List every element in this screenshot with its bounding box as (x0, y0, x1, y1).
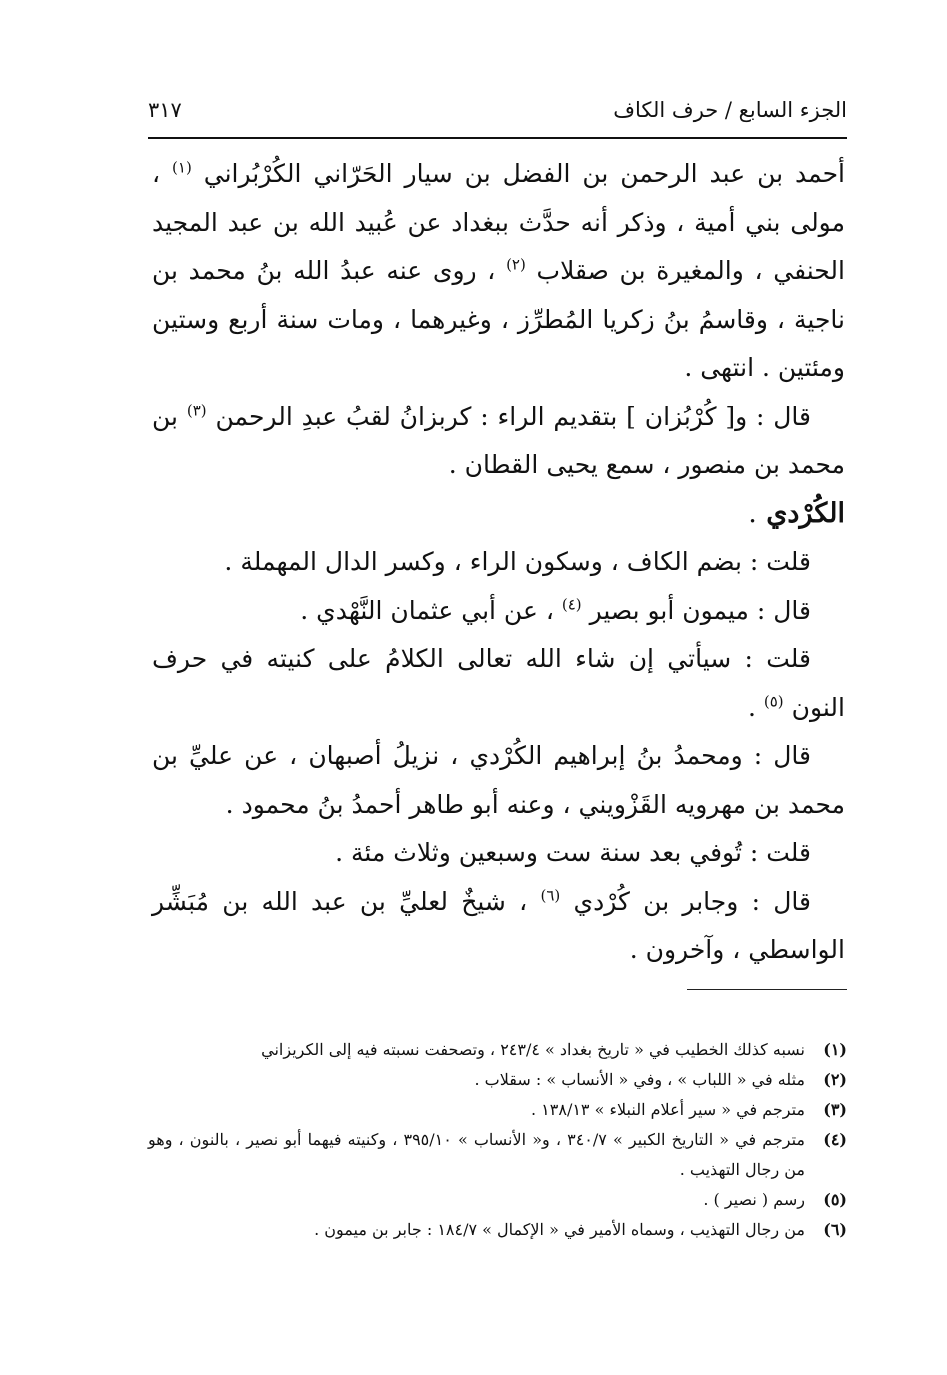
footnote-number: (٣) (823, 1100, 847, 1119)
footnote-text: مترجم في « سير أعلام النبلاء » ١٣٨/١٣ . (530, 1100, 805, 1119)
running-head (148, 92, 847, 122)
footnote-item (148, 1125, 847, 1185)
footnote-ref-2: (٢) (506, 255, 526, 274)
footnote-item (148, 1095, 847, 1125)
footnote-text: مترجم في « التاريخ الكبير » ٣٤٠/٧ ، و« الأنساب » ٣٩٥/١٠ ، وكنيته فيهما أبو نصير ، بالنون ، وهو من رجال التهذيب . (148, 1130, 806, 1179)
footnote-number: (٥) (823, 1190, 847, 1209)
footnote-ref-3: (٣) (186, 401, 207, 420)
paragraph-8: قال : وجابر بن كُرْدي $^{(٦)}$ ، شيخٌ لعليِّ بن عبد الله بن مُبَشِّر الواسطي ، وآخرون . (152, 886, 845, 964)
footnote-number: (٢) (823, 1070, 847, 1089)
footnote-ref-4: (٤) (561, 595, 582, 614)
running-title: الجزء السابع / حرف الكاف (613, 98, 847, 122)
footnote-ref-6: (٦) (540, 886, 561, 905)
footnote-item (148, 1185, 847, 1215)
paragraph-5: قلت : سيأتي إن شاء الله تعالى الكلامُ على كنيته في حرف النون $^{(٥)}$ . (152, 644, 845, 722)
paragraph-2: قال : و[ كُرْبُزان ] بتقديم الراء : كربزانُ لقبُ عبدِ الرحمن $^{(٣)}$ بن محمد بن منصور ، سمع يحيى القطان . (152, 401, 845, 479)
footnote-number: (٦) (823, 1220, 847, 1239)
footnote-text: من رجال التهذيب ، وسماه الأمير في « الإكمال » ١٨٤/٧ : جابر بن ميمون . (314, 1220, 805, 1239)
footnote-text: نسبه كذلك الخطيب في « تاريخ بغداد » ٢٤٣/٤ ، وتصحفت نسبته فيه إلى الكريزاني (261, 1040, 805, 1059)
entry-heading: الكُرْدي . (748, 497, 845, 529)
footnote-ref-1: (١) (172, 158, 192, 177)
footnote-number: (٤) (823, 1130, 847, 1149)
footnotes (148, 1035, 847, 1245)
header-rule (148, 137, 847, 139)
paragraph-7: قلت : تُوفي بعد سنة ست وسبعين وثلاث مئة . (335, 838, 811, 867)
footnote-ref-5: (٥) (763, 692, 784, 711)
paragraph-1: أحمد بن عبد الرحمن بن الفضل بن سيار الحَرّاني الكُرْبُراني $^{(١)}$ ، مولى بني أمية ، وذكر أنه حدَّث ببغداد عن عُبيد الله بن عبد المجيد الحنفي ، والمغيرة بن صقلاب $^{(٢)}$ ، روى عنه عبدُ الله بنُ محمد بن ناجية ، وقاسمُ بنُ زكريا المُطرِّز ، وغيرهما ، ومات سنة أربع وستين ومئتين . انتهى . (152, 158, 845, 382)
footnote-item (148, 1215, 847, 1245)
page-number: ٣١٧ (148, 98, 182, 122)
paragraph-4: قال : ميمون أبو بصير $^{(٤)}$ ، عن أبي عثمان النَّهْدي . (300, 595, 811, 625)
main-text (152, 150, 845, 975)
paragraph-6: قال : ومحمدُ بنُ إبراهيم الكُرْدي ، نزيلُ أصبهان ، عن عليِّ بن محمد بن مهرويه القَزْويني ، وعنه أبو طاهر أحمدُ بنُ محمود . (152, 741, 845, 819)
footnote-text: رسم ( نصير ) . (703, 1190, 805, 1209)
paragraph-3: قلت : بضم الكاف ، وسكون الراء ، وكسر الدال المهملة . (224, 547, 811, 576)
footnote-item (148, 1065, 847, 1095)
footnote-number: (١) (823, 1040, 847, 1059)
footnote-item (148, 1035, 847, 1065)
footnote-text: مثله في « اللباب » ، وفي « الأنساب » : سقلاب . (474, 1070, 805, 1089)
footnote-separator (687, 989, 847, 990)
